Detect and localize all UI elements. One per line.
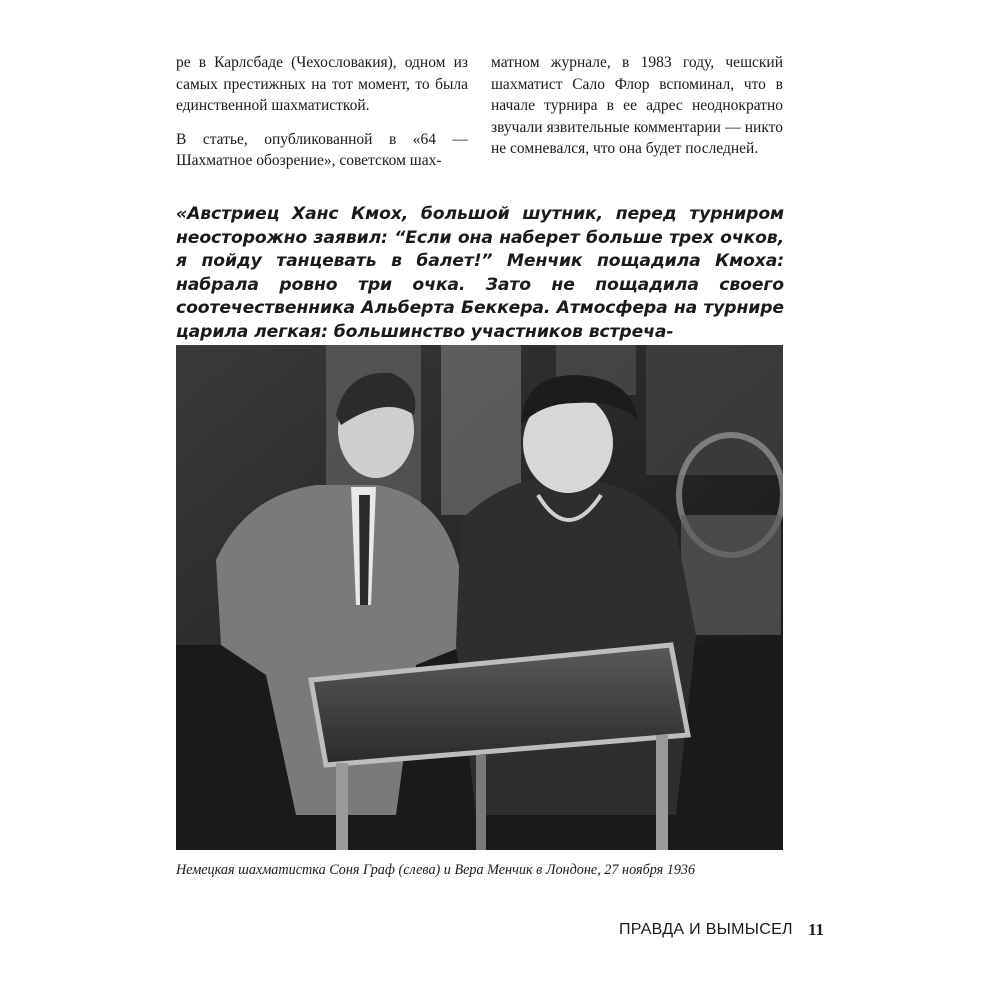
running-footer-title: ПРАВДА И ВЫМЫСЕЛ [619,921,793,938]
paragraph: матном журнале, в 1983 году, чешский шахматист Сало Флор вспоминал, что в начале турнира в ее адрес неоднократно звучали язвительные комментарии — никто не сомневался, что она будет последней. [491,54,783,158]
page-number: 11 [808,920,825,939]
historical-photo [176,345,783,850]
photo-caption: Немецкая шахматистка Соня Граф (слева) и Вера Менчик в Лондоне, 27 ноября 1936 [176,862,696,878]
pull-quote: «Австриец Ханс Кмох, большой шутник, перед турниром неосторожно заявил: “Если она наберет больше трех очков, я пойду танцевать в балет!” Менчик пощадила Кмоха: набрала ровно три очка. Зато не пощадила своего соотечественника Альберта Беккера. Атмосфера на турнире царила легкая: большинство участников встреча- [176,204,784,342]
paragraph: ре в Карлсбаде (Чехословакия), одном из самых престижных на тот момент, то была единственной шахматисткой. [176,54,468,115]
text-column-left [176,52,468,172]
photo-illustration [176,345,783,850]
paragraph: В статье, опубликованной в «64 — Шахматное обозрение», советском шах- [176,130,468,170]
text-column-right [491,52,783,160]
